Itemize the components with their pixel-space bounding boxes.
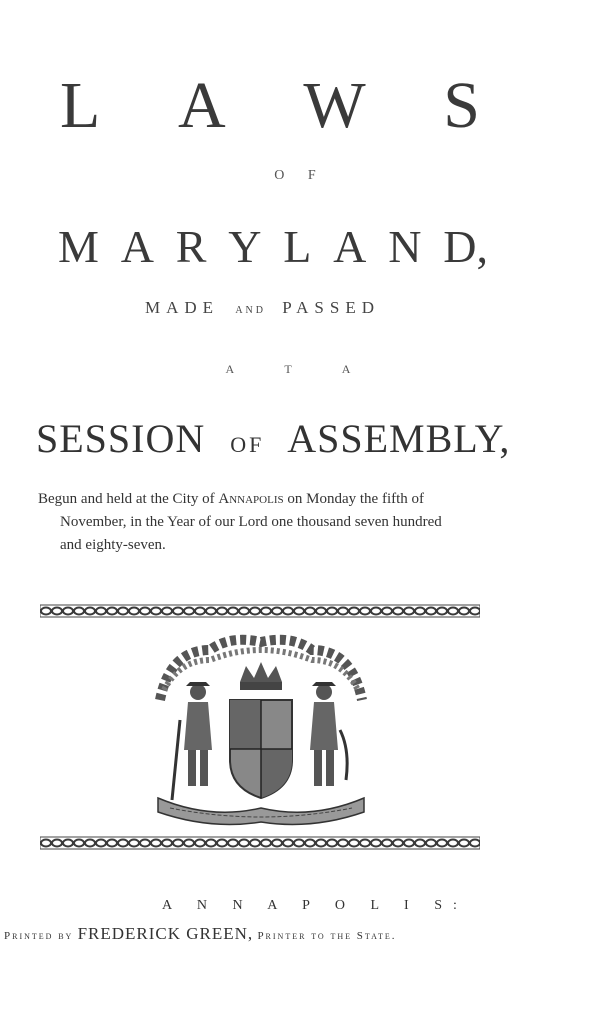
of-word: OF [230, 432, 265, 457]
maryland-heading [58, 220, 488, 273]
and-word: AND [235, 305, 266, 316]
printed-by-text: Printed by [4, 930, 74, 942]
laws-letter: L [60, 69, 101, 142]
passed-word: PASSED [282, 298, 380, 317]
imprint-place: A N N A P O L I S: [162, 898, 468, 913]
laws-heading [60, 68, 480, 144]
made-and-passed-line [145, 298, 380, 318]
printer-to-state-text: Printer to the State. [257, 930, 397, 942]
description-line-2: November, in the Year of our Lord one thousand seven hundred [60, 514, 442, 530]
description-text: on Monday the fifth of [287, 491, 425, 507]
at-a-line: A T A [225, 362, 375, 376]
ornamental-border-top [40, 604, 480, 618]
laws-letter: A [177, 69, 226, 142]
maryland-letter: M [58, 221, 99, 272]
made-word: MADE [145, 298, 220, 317]
imprint-printer-line [4, 924, 397, 944]
of-line: O F [274, 168, 326, 183]
description-text: Begun and held at the City of [38, 491, 215, 507]
session-heading [36, 415, 510, 462]
maryland-letter: N [388, 221, 422, 272]
maryland-letter: A [120, 221, 154, 272]
maryland-letter: D, [443, 221, 488, 272]
laws-letter: W [303, 69, 366, 142]
session-word: SESSION [36, 416, 206, 461]
session-description [38, 488, 488, 557]
description-line-1 [38, 488, 488, 511]
laws-letter: S [443, 69, 480, 142]
maryland-letter: L [283, 221, 312, 272]
assembly-word: ASSEMBLY, [287, 416, 511, 461]
maryland-seal-icon [150, 630, 372, 830]
city-name: Annapolis [218, 491, 284, 507]
ornamental-border-bottom [40, 836, 480, 850]
maryland-letter: Y [228, 221, 262, 272]
description-line-3: and eighty-seven. [60, 537, 166, 553]
maryland-letter: R [175, 221, 207, 272]
printer-name: FREDERICK GREEN, [77, 924, 254, 943]
maryland-letter: A [333, 221, 367, 272]
